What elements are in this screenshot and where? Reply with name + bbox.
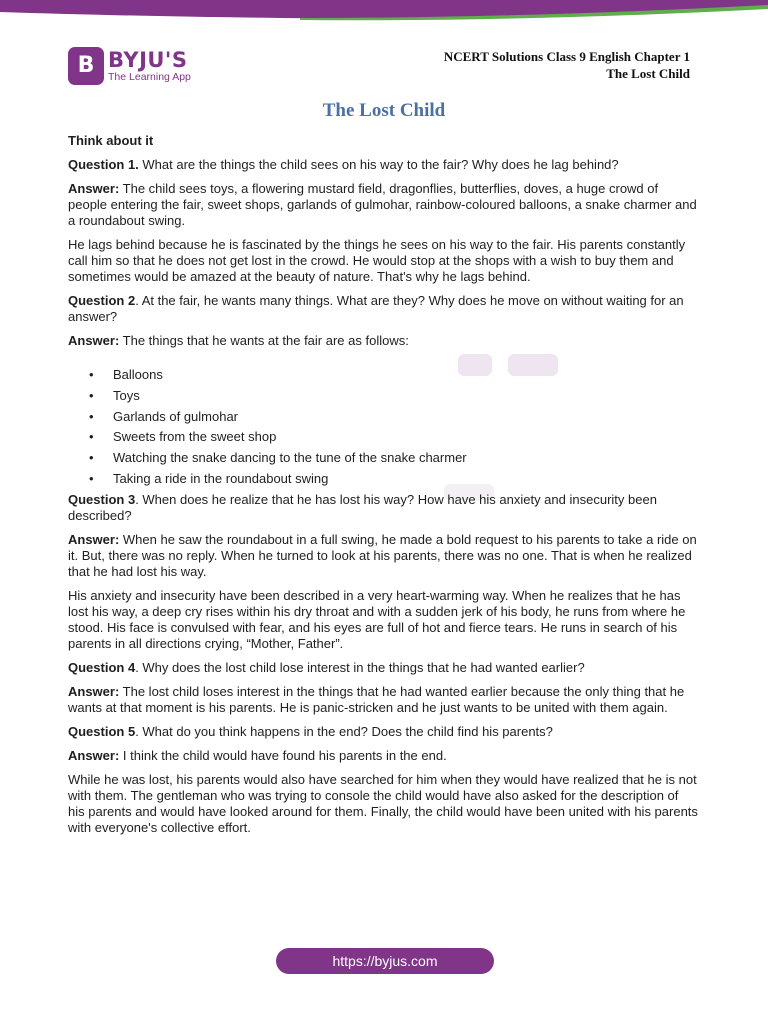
section-heading: Think about it [68, 133, 154, 148]
answer-3-paragraph-2: His anxiety and insecurity have been described in a very heart-warming way. When he realizes that he has lost his way, a deep cry rises within his dry throat and with a sudden jerk of his body, he runs from where he stood. His face is convulsed with fear, and his eyes are full of hot and fierce tears. He runs in search of his parents in all directions crying, “Mother, Father”. [68, 587, 686, 651]
brand-name: BYJU'S [108, 48, 188, 72]
page-title: The Lost Child [322, 100, 446, 121]
question-text: . What do you think happens in the end? Does the child find his parents? [135, 723, 553, 739]
question-label: Question 3 [68, 491, 136, 507]
question-1 [68, 157, 698, 173]
question-label: Question 2 [68, 293, 136, 308]
list-item: • Toys [68, 388, 698, 404]
document-header [444, 48, 690, 82]
question-2 [68, 293, 698, 325]
answer-text: When he saw the roundabout in a full swing, he made a bold request to his parents to take a ride on it. But, there was no reply. When he turned to look at his parents, there was no one. That is when he realized that he had lost his way. [68, 531, 697, 579]
question-text: . At the fair, he wants many things. What are they? Why does he move on without waiting for an answer? [68, 293, 684, 324]
byjus-logo [68, 46, 191, 86]
question-label: Question 4 [68, 659, 136, 675]
top-decorative-band [0, 0, 768, 22]
list-item: • Taking a ride in the roundabout swing [68, 471, 698, 487]
answer-1 [68, 181, 698, 229]
question-label: Question 5 [68, 723, 136, 739]
footer-website-link[interactable] [276, 948, 494, 974]
answer-label: Answer: [68, 181, 120, 196]
footer-url: https://byjus.com [332, 953, 438, 969]
header-chapter: The Lost Child [606, 66, 690, 81]
answer-2 [68, 333, 698, 349]
answer-4 [68, 684, 698, 716]
question-text: . When does he realize that he has lost his way? How have his anxiety and insecurity been described? [68, 491, 657, 523]
header-subject: NCERT Solutions Class 9 English Chapter 1 [443, 49, 690, 64]
list-item: • Sweets from the sweet shop [68, 429, 698, 445]
question-text: What are the things the child sees on his way to the fair? Why does he lag behind? [138, 157, 619, 172]
answer-text: I think the child would have found his parents in the end. [119, 747, 447, 763]
brand-tagline: The Learning App [108, 71, 191, 83]
question-label: Question 1. [68, 157, 139, 172]
list-item: • Garlands of gulmohar [68, 409, 698, 425]
document-body [68, 133, 698, 844]
answer-label: Answer: [68, 531, 120, 547]
answer-5-paragraph-2: While he was lost, his parents would also have searched for him when they would have realized that he is not with them. The gentleman who was trying to console the child would have also asked for the description of his parents and would have looked around for them. Finally, the child would have been united with his parents with everyone's collective effort. [68, 771, 698, 835]
answer-label: Answer: [68, 683, 120, 699]
question-5 [68, 724, 698, 740]
answer-text: The lost child loses interest in the things that he had wanted earlier because the only thing that he wants at that moment is his parents. He is panic-stricken and he just wants to be united with them again. [68, 683, 685, 715]
answer-5 [68, 748, 698, 764]
question-4 [68, 660, 698, 676]
question-text: . Why does the lost child lose interest in the things that he had wanted earlier? [135, 659, 585, 675]
answer-label: Answer: [68, 747, 120, 763]
question-3 [68, 492, 698, 524]
list-item: • Balloons [68, 367, 698, 383]
answer-text: The things that he wants at the fair are as follows: [119, 333, 409, 348]
answer-3 [68, 532, 698, 580]
logo-mark-icon: B [68, 47, 104, 85]
answer-text: The child sees toys, a flowering mustard field, dragonflies, butterflies, doves, a huge crowd of people entering the fair, sweet shops, garlands of gulmohar, rainbow-coloured balloons, a snake charmer and a roundabout swing. [68, 181, 697, 228]
wants-list [68, 367, 698, 487]
answer-1-paragraph-2: He lags behind because he is fascinated by the things he sees on his way to the fair. His parents constantly call him so that he does not get lost in the crowd. He would stop at the shops with a wish to buy them and sometimes would be amazed at the beauty of nature. That's why he lags behind. [68, 237, 686, 284]
list-item: • Watching the snake dancing to the tune of the snake charmer [68, 450, 698, 466]
answer-label: Answer: [68, 333, 120, 348]
